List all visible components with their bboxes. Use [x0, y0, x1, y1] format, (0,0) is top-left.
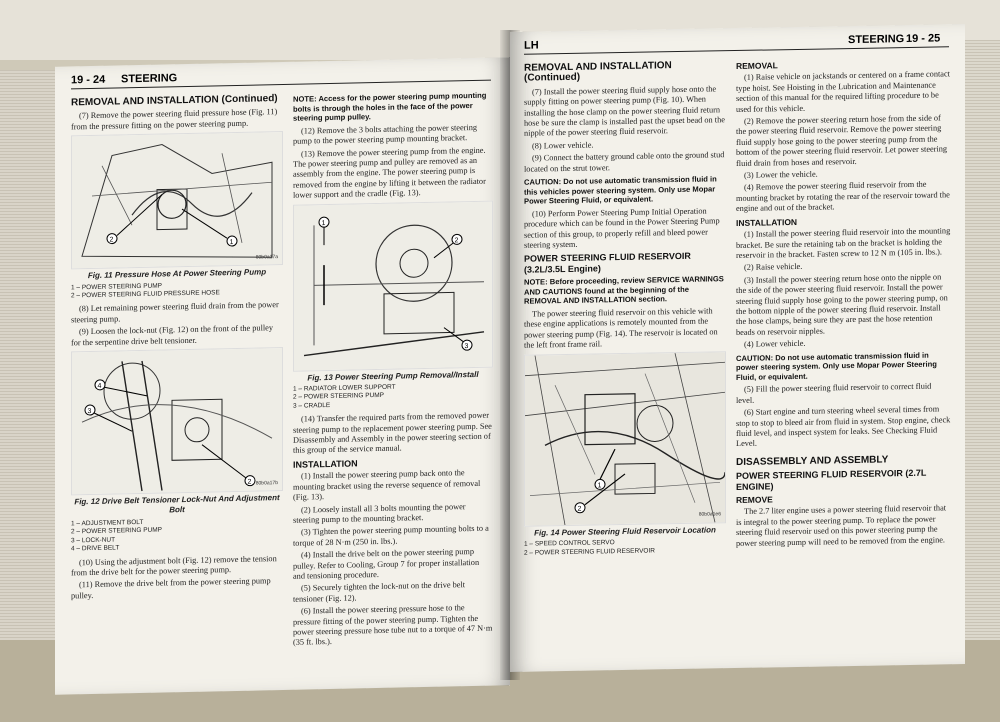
left-page	[55, 57, 510, 695]
install-step-3: (3) Tighten the power steering pump mounting bolts to a torque of 28 N·m (250 in. lbs.).	[293, 523, 489, 548]
figure-13-legend	[293, 382, 493, 411]
right-column-1	[524, 58, 726, 561]
removal-step-2: (2) Remove the power steering return hose from the side of the power steering fluid reservoir. Remove the power steering fluid supply hose going to the power steering pump from the bottom of the power steering fluid reservoir. Let power steering fluid drain from hoses and reservoir.	[736, 113, 948, 168]
figure-12-caption: Fig. 12 Drive Belt Tensioner Lock-Nut And Adjustment Bolt	[74, 493, 280, 515]
legend-item: 4 – DRIVE BELT	[71, 544, 120, 553]
legend-item: 3 – CRADLE	[293, 401, 331, 410]
note-warnings: NOTE: Before proceeding, review SERVICE WARNINGS AND CAUTIONS found at the beginning of the REMOVAL AND INSTALLATION section.	[524, 274, 724, 307]
figure-14	[524, 351, 726, 527]
callout-3: 3	[464, 342, 469, 350]
book-edge-left	[0, 70, 60, 640]
caution-2: CAUTION: Do not use automatic transmission fluid in power steering system. Only use Mopar Power Steering Fluid, or equivalent.	[736, 350, 937, 382]
figure-13-caption: Fig. 13 Power Steering Pump Removal/Install	[307, 369, 479, 383]
install-step-5: (5) Fill the power steering fluid reservoir to correct fluid level.	[736, 381, 932, 405]
callout-2: 2	[577, 505, 582, 513]
left-column-2	[293, 88, 493, 651]
remove-heading: REMOVE	[736, 494, 773, 506]
step-9: (9) Connect the battery ground cable onto the ground stud located on the strut tower.	[524, 150, 725, 174]
right-section-title: STEERING	[848, 33, 905, 47]
figure-11-legend	[71, 280, 283, 301]
install-step-1: (1) Install the power steering fluid reservoir into the mounting bracket. Be sure the retaining tab on the bracket is holding the reservoir in the bracket. Fasten screw to 12 N m (105 in. lbs.).	[736, 226, 951, 260]
install-step-1: (1) Install the power steering pump back onto the mounting bracket using the reverse sequence of removal (Fig. 13).	[293, 468, 481, 502]
figure-13-drawing	[294, 201, 492, 370]
legend-item: 1 – ADJUSTMENT BOLT	[71, 518, 144, 528]
reservoir-heading: POWER STEERING FLUID RESERVOIR (3.2L/3.5L Engine)	[524, 251, 691, 275]
legend-item: 1 – POWER STEERING PUMP	[71, 282, 163, 292]
removal-step-4: (4) Remove the power steering fluid reservoir from the mounting bracket by rotating the rear of the reservoir toward the engine and out of the bracket.	[736, 180, 950, 214]
removal-step-3: (3) Lower the vehicle.	[744, 169, 818, 180]
removal-step-1: (1) Raise vehicle on jackstands or centered on a frame contact type hoist. See Hoisting in the Lubrication and Maintenance section of this manual for the required lifting procedure to be used for this vehicle.	[736, 69, 950, 114]
step-13: (13) Remove the power steering pump from the engine. The power steering pump and pulley are removed as an assembly from the engine. The power steering pump is removed from the engine by lifting it between the radiator lower support and the cradle (Fig. 13).	[293, 145, 486, 200]
installation-heading: INSTALLATION	[293, 458, 358, 470]
figure-11	[71, 131, 283, 269]
reservoir-27-heading: POWER STEERING FLUID RESERVOIR (2.7L ENGINE)	[736, 467, 927, 492]
figure-14-code: 80b0a1e6	[698, 511, 721, 518]
install-step-4: (4) Install the drive belt on the power steering pump pulley. Refer to Cooling, Group 7 for proper installation and tensioning procedure.	[293, 547, 480, 581]
legend-item: 1 – SPEED CONTROL SERVO	[524, 539, 615, 548]
removal-heading: REMOVAL	[736, 60, 778, 72]
step-14: (14) Transfer the required parts from the removed power steering pump to the replacement power steering pump. See Disassembly and Assembly in the power steering section of this group of the service manual.	[293, 410, 492, 456]
left-page-number: 19 - 24	[71, 73, 106, 87]
right-page-number: 19 - 25	[906, 32, 941, 46]
callout-1: 1	[321, 219, 326, 227]
reservoir-paragraph: The power steering fluid reservoir on this vehicle with these engine applications is remotely mounted from the power steering pump (Fig. 14). The reservoir is located on the left front frame rail.	[524, 306, 718, 351]
legend-item: 2 – POWER STEERING PUMP	[293, 392, 385, 402]
step-8: (8) Let remaining power steering fluid drain from the power steering pump.	[71, 300, 279, 325]
figure-14-drawing	[525, 352, 725, 525]
install-step-6: (6) Start engine and turn steering wheel several times from stop to stop to bleed air from fluid in system. Stop engine, check fluid level, and inspect system for leaks. See Checking Fluid Level.	[736, 404, 951, 449]
figure-14-caption: Fig. 14 Power Steering Fluid Reservoir Location	[534, 525, 716, 538]
figure-12	[71, 347, 283, 495]
step-10: (10) Using the adjustment bolt (Fig. 12) remove the tension from the drive belt for the power steering pump.	[71, 553, 277, 578]
figure-14-legend	[524, 537, 726, 557]
step-7: (7) Install the power steering fluid supply hose onto the supply fitting on power steering pump (Fig. 10). When installing the hose clamp on the power steering fluid return hose be sure the clamp is installed past the upset bead on the nipple of the power steering fluid reservoir.	[524, 84, 725, 139]
disassembly-heading: DISASSEMBLY AND ASSEMBLY	[736, 454, 889, 468]
callout-2: 2	[109, 236, 114, 244]
right-header-rule	[524, 46, 949, 54]
install-step-5: (5) Securely tighten the lock-nut on the drive belt tensioner (Fig. 12).	[293, 580, 466, 604]
note-access: NOTE: Access for the power steering pump mounting bolts is through the holes in the face of the power steering pump pulley.	[293, 90, 487, 123]
step-8: (8) Lower vehicle.	[532, 140, 594, 151]
figure-11-drawing	[72, 132, 282, 268]
legend-item: 2 – POWER STEERING FLUID PRESSURE HOSE	[71, 289, 220, 300]
install-step-2: (2) Loosely install all 3 bolts mounting the power steering pump to the mounting bracket.	[293, 501, 466, 525]
figure-12-legend	[71, 516, 283, 554]
remove-paragraph: The 2.7 liter engine uses a power steering fluid reservoir that is integral to the power steering pump. To replace the power steering fluid reservoir used on this power steering pump the power steering pump will need to be removed from the engine.	[736, 503, 947, 548]
legend-item: 2 – POWER STEERING FLUID RESERVOIR	[524, 546, 655, 557]
right-side-tag: LH	[524, 39, 539, 52]
step-10: (10) Perform Power Steering Pump Initial Operation procedure which can be found in the Power Steering Pump section of this group, to properly refill and bleed power steering system.	[524, 206, 720, 250]
install-step-4: (4) Lower vehicle.	[744, 338, 806, 350]
left-column-1	[71, 92, 283, 604]
callout-1: 1	[597, 482, 602, 490]
callout-4: 4	[97, 382, 102, 390]
legend-item: 2 – POWER STEERING PUMP	[71, 526, 163, 536]
callout-2: 2	[454, 236, 459, 245]
figure-11-caption: Fig. 11 Pressure Hose At Power Steering Pump	[87, 267, 267, 281]
install-step-3: (3) Install the power steering return hose onto the nipple on the side of the power steering fluid reservoir. Install the power steering fluid supply hose going to the power steering pump, on the bottom nipple of the power steering fluid reservoir. Install the hose clamps, being sure they are past the hose retention beads on reservoir nipples.	[736, 272, 948, 337]
legend-item: 3 – LOCK-NUT	[71, 536, 116, 545]
step-11: (11) Remove the drive belt from the power steering pump pulley.	[71, 576, 271, 601]
right-heading: REMOVAL AND INSTALLATION (Continued)	[524, 60, 672, 85]
figure-11-code: 80b0a17a	[255, 253, 278, 261]
figure-13	[293, 200, 493, 371]
figure-12-code: 80b0a17b	[255, 479, 278, 487]
right-column-2	[736, 54, 951, 551]
installation-heading: INSTALLATION	[736, 216, 798, 228]
caution-1: CAUTION: Do not use automatic transmission fluid in this vehicles power steering system. Only use Mopar Power Steering Fluid, or equivalent.	[524, 174, 717, 206]
callout-1: 1	[229, 239, 234, 247]
right-page	[510, 24, 965, 672]
step-12: (12) Remove the 3 bolts attaching the power steering pump to the power steering pump mounting bracket.	[293, 122, 478, 146]
callout-3: 3	[87, 408, 92, 416]
figure-12-drawing	[72, 348, 282, 494]
step-7: (7) Remove the power steering fluid pressure hose (Fig. 11) from the pressure fitting on the power steering pump.	[71, 107, 278, 132]
install-step-2: (2) Raise vehicle.	[744, 262, 803, 273]
book-edge-right	[960, 40, 1000, 640]
legend-item: 1 – RADIATOR LOWER SUPPORT	[293, 383, 396, 393]
left-section-title: STEERING	[121, 72, 178, 86]
callout-2: 2	[247, 478, 252, 486]
step-9: (9) Loosen the lock-nut (Fig. 12) on the front of the pulley for the serpentine drive belt tensioner.	[71, 323, 274, 348]
left-heading: REMOVAL AND INSTALLATION (Continued)	[71, 93, 278, 109]
install-step-6: (6) Install the power steering pressure hose to the pressure fitting of the power steering pump. Tighten the power steering pressure hose tube nut to a torque of 47 N·m (35 ft. lbs.).	[293, 603, 493, 648]
